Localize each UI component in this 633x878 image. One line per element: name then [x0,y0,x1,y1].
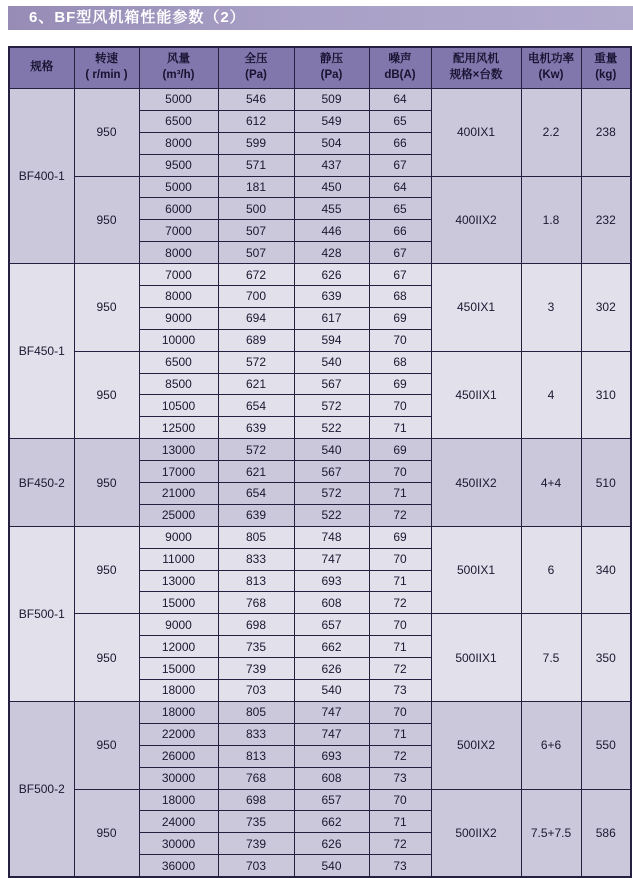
flow-cell: 26000 [139,745,218,767]
total-pressure-cell: 698 [218,614,294,636]
flow-cell: 15000 [139,592,218,614]
noise-cell: 70 [369,701,431,723]
flow-cell: 12500 [139,417,218,439]
noise-cell: 71 [369,723,431,745]
speed-cell: 950 [74,264,139,352]
speed-cell: 950 [74,176,139,264]
total-pressure-cell: 654 [218,395,294,417]
column-header-flow: 风量 (m³/h) [139,47,218,89]
noise-cell: 64 [369,89,431,111]
power-cell: 6 [521,526,581,614]
total-pressure-cell: 694 [218,307,294,329]
spec-cell: BF500-2 [9,701,74,877]
static-pressure-cell: 594 [294,329,369,351]
noise-cell: 67 [369,242,431,264]
noise-cell: 71 [369,636,431,658]
weight-cell: 302 [581,264,631,352]
total-pressure-cell: 639 [218,417,294,439]
noise-cell: 73 [369,855,431,877]
static-pressure-cell: 567 [294,461,369,483]
total-pressure-cell: 700 [218,286,294,308]
fan-cell: 400IIX2 [431,176,521,264]
fan-cell: 500IIX2 [431,789,521,877]
table-row [9,89,631,111]
weight-cell: 310 [581,351,631,439]
flow-cell: 8000 [139,286,218,308]
fan-cell: 500IX1 [431,526,521,614]
table-body [9,89,631,878]
power-cell: 6+6 [521,701,581,789]
flow-cell: 25000 [139,504,218,526]
spec-cell: BF450-1 [9,264,74,439]
column-header-power: 电机功率 (Kw) [521,47,581,89]
noise-cell: 64 [369,176,431,198]
flow-cell: 6000 [139,198,218,220]
total-pressure-cell: 703 [218,680,294,702]
total-pressure-cell: 735 [218,811,294,833]
total-pressure-cell: 833 [218,723,294,745]
flow-cell: 5000 [139,89,218,111]
weight-cell: 550 [581,701,631,789]
static-pressure-cell: 662 [294,636,369,658]
flow-cell: 30000 [139,767,218,789]
total-pressure-cell: 739 [218,658,294,680]
flow-cell: 10000 [139,329,218,351]
static-pressure-cell: 626 [294,833,369,855]
flow-cell: 8000 [139,132,218,154]
static-pressure-cell: 626 [294,264,369,286]
total-pressure-cell: 739 [218,833,294,855]
flow-cell: 13000 [139,570,218,592]
flow-cell: 7000 [139,264,218,286]
static-pressure-cell: 504 [294,132,369,154]
table-row [9,789,631,811]
noise-cell: 72 [369,658,431,680]
static-pressure-cell: 657 [294,789,369,811]
flow-cell: 9500 [139,154,218,176]
fan-cell: 500IIX1 [431,614,521,702]
noise-cell: 73 [369,680,431,702]
flow-cell: 6500 [139,351,218,373]
static-pressure-cell: 747 [294,548,369,570]
flow-cell: 22000 [139,723,218,745]
flow-cell: 18000 [139,701,218,723]
total-pressure-cell: 689 [218,329,294,351]
noise-cell: 65 [369,198,431,220]
flow-cell: 8000 [139,242,218,264]
fan-cell: 450IIX1 [431,351,521,439]
static-pressure-cell: 450 [294,176,369,198]
table-row [9,351,631,373]
column-header-spec: 规格 [9,47,74,89]
flow-cell: 15000 [139,658,218,680]
static-pressure-cell: 572 [294,395,369,417]
section-title-bar [8,6,633,30]
power-cell: 1.8 [521,176,581,264]
total-pressure-cell: 546 [218,89,294,111]
noise-cell: 69 [369,439,431,461]
fan-cell: 450IX1 [431,264,521,352]
static-pressure-cell: 540 [294,351,369,373]
static-pressure-cell: 608 [294,767,369,789]
total-pressure-cell: 813 [218,745,294,767]
fan-cell: 500IX2 [431,701,521,789]
static-pressure-cell: 522 [294,417,369,439]
total-pressure-cell: 639 [218,504,294,526]
table-row [9,264,631,286]
static-pressure-cell: 639 [294,286,369,308]
speed-cell: 950 [74,701,139,789]
noise-cell: 66 [369,132,431,154]
weight-cell: 232 [581,176,631,264]
total-pressure-cell: 621 [218,461,294,483]
noise-cell: 66 [369,220,431,242]
total-pressure-cell: 571 [218,154,294,176]
static-pressure-cell: 693 [294,570,369,592]
noise-cell: 69 [369,307,431,329]
table-row [9,439,631,461]
noise-cell: 69 [369,373,431,395]
total-pressure-cell: 768 [218,592,294,614]
total-pressure-cell: 181 [218,176,294,198]
static-pressure-cell: 608 [294,592,369,614]
flow-cell: 17000 [139,461,218,483]
static-pressure-cell: 540 [294,855,369,877]
performance-table [8,46,632,878]
total-pressure-cell: 612 [218,110,294,132]
column-header-total-pressure: 全压 (Pa) [218,47,294,89]
weight-cell: 350 [581,614,631,702]
noise-cell: 72 [369,592,431,614]
power-cell: 4 [521,351,581,439]
flow-cell: 13000 [139,439,218,461]
noise-cell: 71 [369,483,431,505]
noise-cell: 69 [369,526,431,548]
weight-cell: 238 [581,89,631,177]
power-cell: 2.2 [521,89,581,177]
weight-cell: 510 [581,439,631,527]
weight-cell: 340 [581,526,631,614]
noise-cell: 65 [369,110,431,132]
speed-cell: 950 [74,351,139,439]
spec-cell: BF450-2 [9,439,74,527]
static-pressure-cell: 572 [294,483,369,505]
flow-cell: 11000 [139,548,218,570]
noise-cell: 70 [369,329,431,351]
total-pressure-cell: 805 [218,701,294,723]
flow-cell: 9000 [139,526,218,548]
power-cell: 4+4 [521,439,581,527]
noise-cell: 71 [369,811,431,833]
noise-cell: 70 [369,461,431,483]
static-pressure-cell: 693 [294,745,369,767]
total-pressure-cell: 768 [218,767,294,789]
total-pressure-cell: 698 [218,789,294,811]
noise-cell: 71 [369,570,431,592]
flow-cell: 12000 [139,636,218,658]
noise-cell: 72 [369,833,431,855]
total-pressure-cell: 833 [218,548,294,570]
column-header-static-pressure: 静压 (Pa) [294,47,369,89]
flow-cell: 18000 [139,680,218,702]
noise-cell: 67 [369,154,431,176]
total-pressure-cell: 572 [218,351,294,373]
table-header-row [9,47,631,89]
table-row [9,614,631,636]
total-pressure-cell: 507 [218,242,294,264]
flow-cell: 24000 [139,811,218,833]
speed-cell: 950 [74,89,139,177]
fan-cell: 400IX1 [431,89,521,177]
static-pressure-cell: 748 [294,526,369,548]
power-cell: 7.5+7.5 [521,789,581,877]
total-pressure-cell: 599 [218,132,294,154]
static-pressure-cell: 522 [294,504,369,526]
noise-cell: 70 [369,614,431,636]
static-pressure-cell: 747 [294,723,369,745]
noise-cell: 67 [369,264,431,286]
noise-cell: 72 [369,745,431,767]
speed-cell: 950 [74,526,139,614]
total-pressure-cell: 621 [218,373,294,395]
static-pressure-cell: 657 [294,614,369,636]
static-pressure-cell: 747 [294,701,369,723]
table-row [9,526,631,548]
speed-cell: 950 [74,614,139,702]
noise-cell: 72 [369,504,431,526]
flow-cell: 7000 [139,220,218,242]
flow-cell: 30000 [139,833,218,855]
column-header-noise: 噪声 dB(A) [369,47,431,89]
flow-cell: 5000 [139,176,218,198]
weight-cell: 586 [581,789,631,877]
table-row [9,701,631,723]
static-pressure-cell: 617 [294,307,369,329]
noise-cell: 68 [369,351,431,373]
flow-cell: 9000 [139,614,218,636]
total-pressure-cell: 703 [218,855,294,877]
flow-cell: 8500 [139,373,218,395]
speed-cell: 950 [74,439,139,527]
flow-cell: 21000 [139,483,218,505]
total-pressure-cell: 805 [218,526,294,548]
total-pressure-cell: 735 [218,636,294,658]
static-pressure-cell: 567 [294,373,369,395]
static-pressure-cell: 662 [294,811,369,833]
noise-cell: 70 [369,548,431,570]
total-pressure-cell: 572 [218,439,294,461]
flow-cell: 18000 [139,789,218,811]
total-pressure-cell: 500 [218,198,294,220]
noise-cell: 73 [369,767,431,789]
noise-cell: 70 [369,395,431,417]
static-pressure-cell: 446 [294,220,369,242]
page-title: 6、BF型风机箱性能参数（2） [29,9,246,26]
column-header-speed: 转速 ( r/min ) [74,47,139,89]
flow-cell: 6500 [139,110,218,132]
power-cell: 3 [521,264,581,352]
noise-cell: 68 [369,286,431,308]
power-cell: 7.5 [521,614,581,702]
column-header-fan: 配用风机 规格×台数 [431,47,521,89]
speed-cell: 950 [74,789,139,877]
column-header-weight: 重量 (kg) [581,47,631,89]
total-pressure-cell: 654 [218,483,294,505]
static-pressure-cell: 549 [294,110,369,132]
noise-cell: 71 [369,417,431,439]
flow-cell: 36000 [139,855,218,877]
noise-cell: 70 [369,789,431,811]
static-pressure-cell: 540 [294,439,369,461]
static-pressure-cell: 437 [294,154,369,176]
static-pressure-cell: 428 [294,242,369,264]
spec-cell: BF400-1 [9,89,74,264]
static-pressure-cell: 626 [294,658,369,680]
static-pressure-cell: 509 [294,89,369,111]
flow-cell: 9000 [139,307,218,329]
spec-cell: BF500-1 [9,526,74,701]
table-row [9,176,631,198]
total-pressure-cell: 672 [218,264,294,286]
static-pressure-cell: 540 [294,680,369,702]
total-pressure-cell: 813 [218,570,294,592]
static-pressure-cell: 455 [294,198,369,220]
fan-cell: 450IIX2 [431,439,521,527]
flow-cell: 10500 [139,395,218,417]
total-pressure-cell: 507 [218,220,294,242]
